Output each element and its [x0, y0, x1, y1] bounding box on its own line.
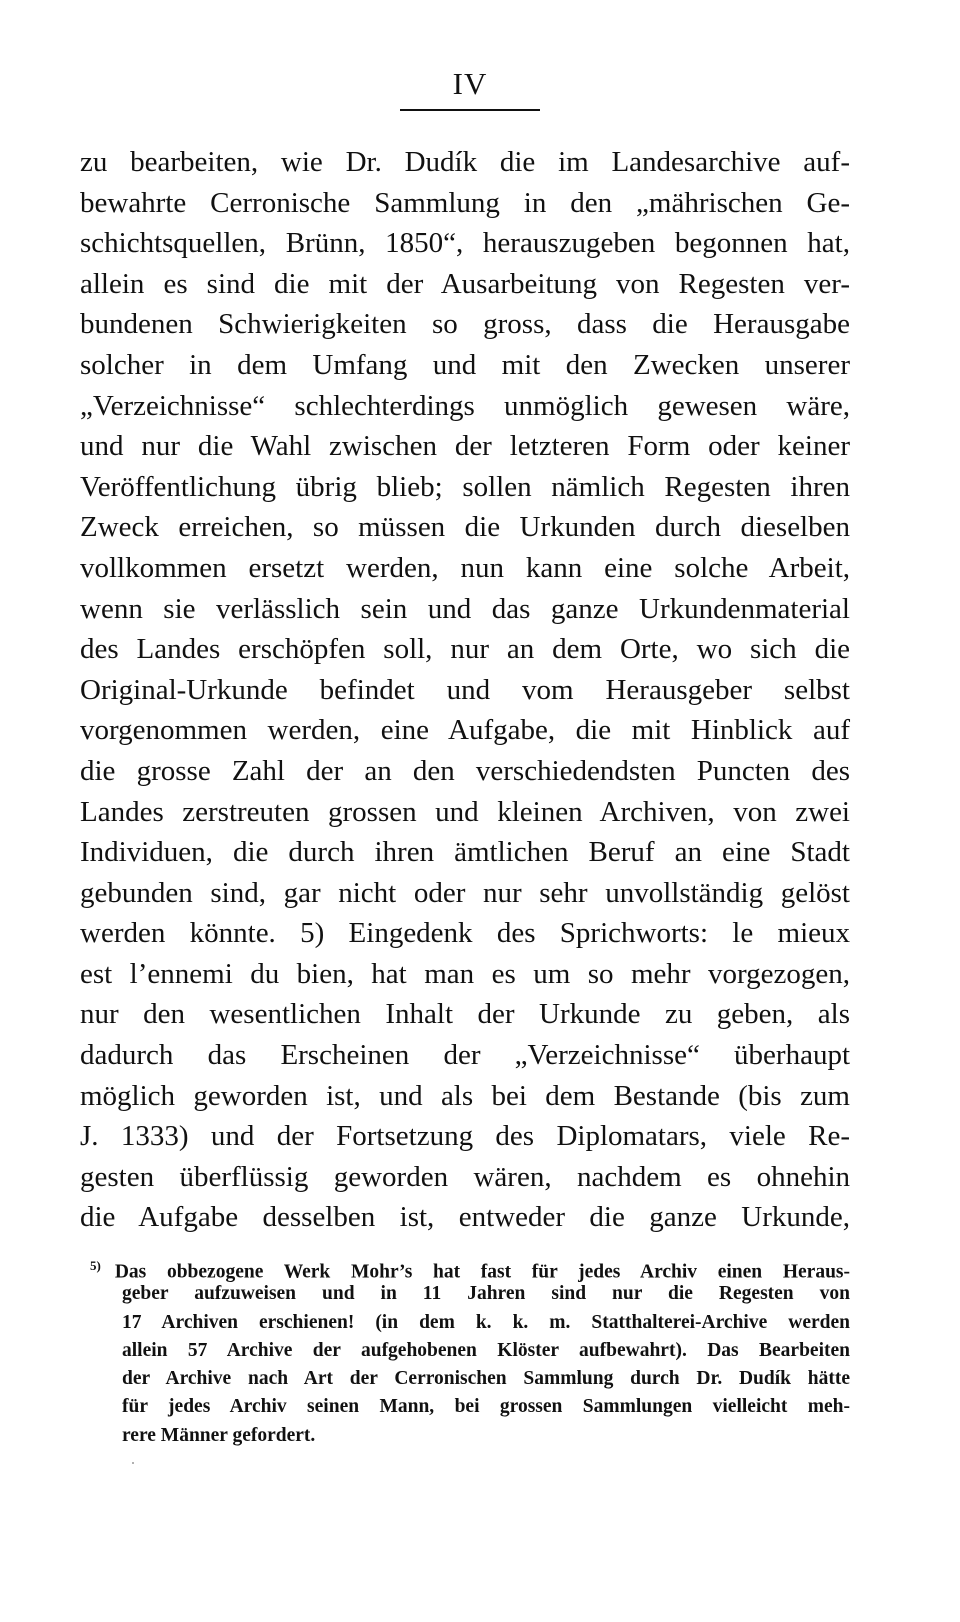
footnote-line: der Archive nach Art der Cerronischen Sammlung durch Dr. Dudík hätte [122, 1368, 850, 1390]
body-line: gesten überflüssig geworden wären, nachdem es ohnehin [80, 1160, 850, 1193]
body-line: J. 1333) und der Fortsetzung des Diplomatars, viele Re- [80, 1120, 850, 1153]
footnote-line [80, 1252, 850, 1283]
body-line: zu bearbeiten, wie Dr. Dudík die im Landesarchive auf- [80, 146, 850, 178]
body-line: die Aufgabe desselben ist, entweder die ganze Urkunde, [80, 1201, 850, 1234]
body-line: die grosse Zahl der an den verschiedendsten Puncten des [80, 754, 850, 787]
footnote-marker: 5) [90, 1258, 101, 1273]
body-line: Zweck erreichen, so müssen die Urkunden durch dieselben [80, 511, 850, 544]
body-line: Veröffentlichung übrig blieb; sollen nämlich Regesten ihren [80, 470, 850, 503]
body-line: est l’ennemi du bien, hat man es um so mehr vorgezogen, [80, 957, 850, 990]
body-line: schichtsquellen, Brünn, 1850“, herauszugeben begonnen hat, [80, 227, 850, 260]
footnote [80, 1252, 850, 1450]
body-line: und nur die Wahl zwischen der letzteren Form oder keiner [80, 430, 850, 463]
body-line: bundenen Schwierigkeiten so gross, dass die Herausgabe [80, 308, 850, 341]
body-text [80, 142, 850, 1238]
body-line: Landes zerstreuten grossen und kleinen Archiven, von zwei [80, 795, 850, 828]
body-line: gebunden sind, gar nicht oder nur sehr unvollständig gelöst [80, 876, 850, 909]
body-line: werden könnte. 5) Eingedenk des Sprichworts: le mieux [80, 917, 850, 950]
page-number: IV [452, 66, 488, 101]
body-line: nur den wesentlichen Inhalt der Urkunde zu geben, als [80, 998, 850, 1031]
footnote-line: für jedes Archiv seinen Mann, bei grossen Sammlungen vielleicht meh- [122, 1396, 850, 1418]
body-line: „Verzeichnisse“ schlechterdings unmöglich gewesen wäre, [80, 389, 850, 422]
body-line: Individuen, die durch ihren ämtlichen Beruf an eine Stadt [80, 836, 850, 869]
footnote-line-text: Das obbezogene Werk Mohr’s hat fast für jedes Archiv einen Heraus- [114, 1261, 850, 1283]
body-line: Original-Urkunde befindet und vom Herausgeber selbst [80, 673, 850, 706]
body-line: wenn sie verlässlich sein und das ganze Urkundenmaterial [80, 592, 850, 625]
header-rule [400, 109, 540, 111]
body-line: des Landes erschöpfen soll, nur an dem Orte, wo sich die [80, 633, 850, 666]
print-speck [132, 1462, 134, 1464]
footnote-line: rere Männer gefordert. [122, 1424, 316, 1446]
footnote-line: allein 57 Archive der aufgehobenen Klöster aufbewahrt). Das Bearbeiten [122, 1339, 850, 1361]
body-line: möglich geworden ist, und als bei dem Bestande (bis zum [80, 1079, 850, 1112]
footnote-line: 17 Archiven erschienen! (in dem k. k. m. Statthalterei-Archive werden [122, 1311, 850, 1333]
body-line: dadurch das Erscheinen der „Verzeichnisse“ überhaupt [80, 1039, 850, 1072]
body-line: vorgenommen werden, eine Aufgabe, die mit Hinblick auf [80, 714, 850, 747]
body-line: allein es sind die mit der Ausarbeitung von Regesten ver- [80, 267, 850, 300]
body-line: solcher in dem Umfang und mit den Zwecken unserer [80, 348, 850, 381]
body-line: bewahrte Cerronische Sammlung in den „mährischen Ge- [80, 186, 850, 219]
body-line: vollkommen ersetzt werden, nun kann eine solche Arbeit, [80, 551, 850, 584]
footnote-line: geber aufzuweisen und in 11 Jahren sind nur die Regesten von [122, 1283, 850, 1305]
